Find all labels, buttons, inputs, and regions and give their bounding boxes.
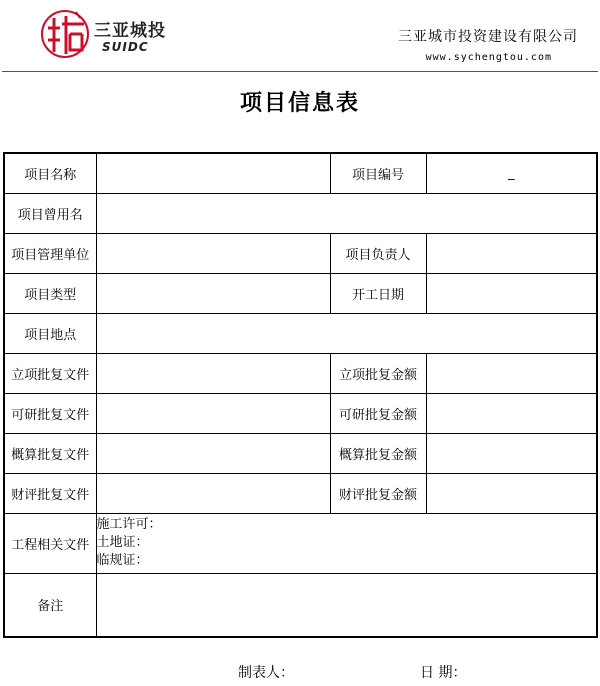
engineering-docs-field[interactable] [96, 513, 597, 573]
table-row [4, 353, 597, 393]
table-row [4, 273, 597, 313]
table-row [4, 393, 597, 433]
finance-amount-field[interactable] [426, 473, 597, 513]
budget-doc-field[interactable] [96, 433, 330, 473]
logo-chinese-text: 三亚城投 [94, 21, 166, 41]
table-row [4, 153, 597, 193]
table-row [4, 513, 597, 573]
header-divider [2, 71, 598, 72]
approval-doc-label: 立项批复文件 [4, 353, 96, 393]
project-name-label: 项目名称 [4, 153, 96, 193]
feasibility-amount-label: 可研批复金额 [330, 393, 426, 433]
budget-doc-label: 概算批复文件 [4, 433, 96, 473]
table-row [4, 473, 597, 513]
manager-label: 项目负责人 [330, 233, 426, 273]
project-type-label: 项目类型 [4, 273, 96, 313]
location-label: 项目地点 [4, 313, 96, 353]
logo-english-text: SUIDC [102, 40, 149, 54]
company-logo [40, 6, 170, 62]
manager-field[interactable] [426, 233, 597, 273]
table-row [4, 193, 597, 233]
project-number-label: 项目编号 [330, 153, 426, 193]
start-date-field[interactable] [426, 273, 597, 313]
former-name-label: 项目曾用名 [4, 193, 96, 233]
former-name-field[interactable] [96, 193, 597, 233]
feasibility-doc-field[interactable] [96, 393, 330, 433]
company-name: 三亚城市投资建设有限公司 [398, 29, 578, 45]
page-title: 项目信息表 [239, 91, 360, 116]
construction-permit-label: 施工许可： [96, 517, 162, 532]
table-row [4, 313, 597, 353]
finance-amount-label: 财评批复金额 [330, 473, 426, 513]
finance-doc-label: 财评批复文件 [4, 473, 96, 513]
table-row [4, 573, 597, 637]
finance-doc-field[interactable] [96, 473, 330, 513]
project-type-field[interactable] [96, 273, 330, 313]
remarks-label: 备注 [4, 573, 96, 637]
management-unit-field[interactable] [96, 233, 330, 273]
budget-amount-label: 概算批复金额 [330, 433, 426, 473]
project-name-field[interactable] [96, 153, 330, 193]
suidc-logo-icon [40, 8, 90, 60]
location-field[interactable] [96, 313, 597, 353]
company-website: www.sychengtou.com [425, 52, 552, 63]
table-row [4, 433, 597, 473]
engineering-docs-label: 工程相关文件 [4, 513, 96, 573]
land-certificate-label: 土地证： [96, 535, 149, 550]
management-unit-label: 项目管理单位 [4, 233, 96, 273]
project-info-table [3, 152, 598, 638]
start-date-label: 开工日期 [330, 273, 426, 313]
project-number-field[interactable]: _ [426, 153, 597, 193]
approval-amount-label: 立项批复金额 [330, 353, 426, 393]
feasibility-amount-field[interactable] [426, 393, 597, 433]
budget-amount-field[interactable] [426, 433, 597, 473]
approval-amount-field[interactable] [426, 353, 597, 393]
maker-label: 制表人： [238, 665, 294, 681]
feasibility-doc-label: 可研批复文件 [4, 393, 96, 433]
temporary-plan-permit-label: 临规证： [96, 553, 149, 568]
approval-doc-field[interactable] [96, 353, 330, 393]
date-label: 日 期： [420, 665, 467, 681]
table-row [4, 233, 597, 273]
remarks-field[interactable] [96, 573, 597, 637]
